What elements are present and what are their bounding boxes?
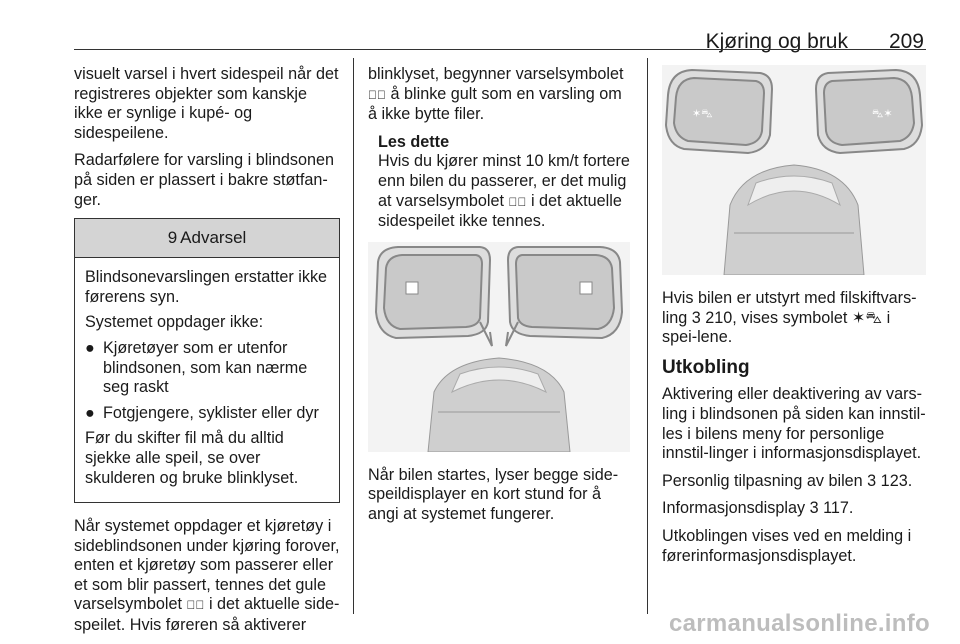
warning-body	[75, 258, 339, 502]
note-text: Hvis du kjører minst 10 km/t fortere enn bilen du passerer, er det mulig at varselsymbolet ⁖⃞ i det aktuelle sidespeilet ikke tennes.	[378, 152, 630, 231]
page-ref-arrow: 3	[809, 499, 819, 518]
bullet-item: ● Fotgjengere, syklister eller dyr	[85, 403, 319, 422]
warning-text: Blindsonevarslingen erstatter ikke førerens syn.	[85, 268, 328, 306]
paragraph: Når bilen startes, lyser begge side-speildisplayer en kort stund for å angi at systemet fungerer.	[368, 465, 619, 523]
left-mirror	[376, 247, 492, 346]
column-divider-2	[647, 58, 648, 614]
right-mirror	[816, 70, 922, 153]
note-block	[368, 133, 634, 232]
warning-box	[74, 218, 340, 503]
page-ref-arrow: 3	[867, 471, 877, 490]
mirror-warning-icon	[406, 282, 418, 294]
warning-title: Advarsel	[180, 228, 247, 248]
blind-spot-symbol: ⁖⃞	[186, 598, 205, 613]
header-rule	[74, 49, 926, 50]
warning-header	[75, 219, 339, 258]
mirror-illustration	[662, 65, 926, 275]
column-3	[662, 65, 926, 574]
lane-change-icon: ✶⛍	[692, 107, 713, 120]
warning-icon: 9	[167, 228, 178, 248]
paragraph: Aktivering eller deaktivering av vars-ling i blindsonen på siden kan innstil-les i bilens meny for personlige innstil-linger i informasjonsdisplayet.	[662, 385, 926, 463]
warning-text: Før du skifter fil må du alltid sjekke alle speil, se over skulderen og bruke blinklyset.	[85, 429, 299, 487]
column-1	[74, 65, 340, 644]
right-mirror	[506, 247, 622, 346]
mirror-warning-icon	[580, 282, 592, 294]
column-2	[368, 65, 634, 533]
paragraph: Personlig tilpasning av bilen 3 123.	[662, 471, 913, 490]
paragraph: Radarfølere for varsling i blindsonen på siden er plassert i bakre støtfan-ger.	[74, 151, 335, 209]
bullet-dot: ●	[85, 338, 95, 357]
bullet-dot: ●	[85, 403, 95, 422]
page-header	[0, 0, 960, 52]
left-mirror	[666, 70, 772, 153]
paragraph: Når systemet oppdager et kjøretøy i sideblindsonen under kjøring forover, enten et kjøretøy som passerer eller et som blir passert, tennes det gule varselsymbolet ⁖⃞ i det aktuelle side-speilet. Hvis føreren så aktiverer	[74, 517, 340, 635]
paragraph: Hvis bilen er utstyrt med filskiftvars-ling 3 210, vises symbolet ✶⛍ i spei-lene.	[662, 289, 917, 347]
paragraph: blinklyset, begynner varselsymbolet ⁖⃞ å blinke gult som en varsling om å ikke bytte filer.	[368, 65, 624, 124]
paragraph: Informasjonsdisplay 3 117.	[662, 499, 854, 518]
subheading: Utkobling	[662, 356, 750, 378]
lane-change-symbol: ✶⛍	[851, 308, 883, 327]
page-ref-arrow: 3	[691, 308, 701, 327]
blind-spot-symbol: ⁖⃞	[368, 87, 386, 102]
lane-change-icon: ⛍✶	[872, 107, 893, 120]
section-title: Kjøring og bruk	[705, 30, 848, 53]
page-number: 209	[888, 30, 924, 53]
blind-spot-symbol: ⁖⃞	[508, 194, 527, 209]
paragraph: Utkoblingen vises ved en melding i førerinformasjonsdisplayet.	[662, 526, 912, 565]
bullet-item: ● Kjøretøyer som er utenfor blindsonen, som kan nærme seg raskt	[85, 338, 308, 397]
warning-text: Systemet oppdager ikke:	[85, 313, 264, 332]
watermark: carmanualsonline.info	[668, 610, 930, 637]
mirror-illustration	[368, 242, 630, 452]
note-title: Les dette	[378, 132, 450, 151]
column-divider-1	[353, 58, 354, 614]
paragraph: visuelt varsel i hvert sidespeil når det registreres objekter som kanskje ikke er synlige i kupé- og sidespeilene.	[74, 65, 339, 142]
